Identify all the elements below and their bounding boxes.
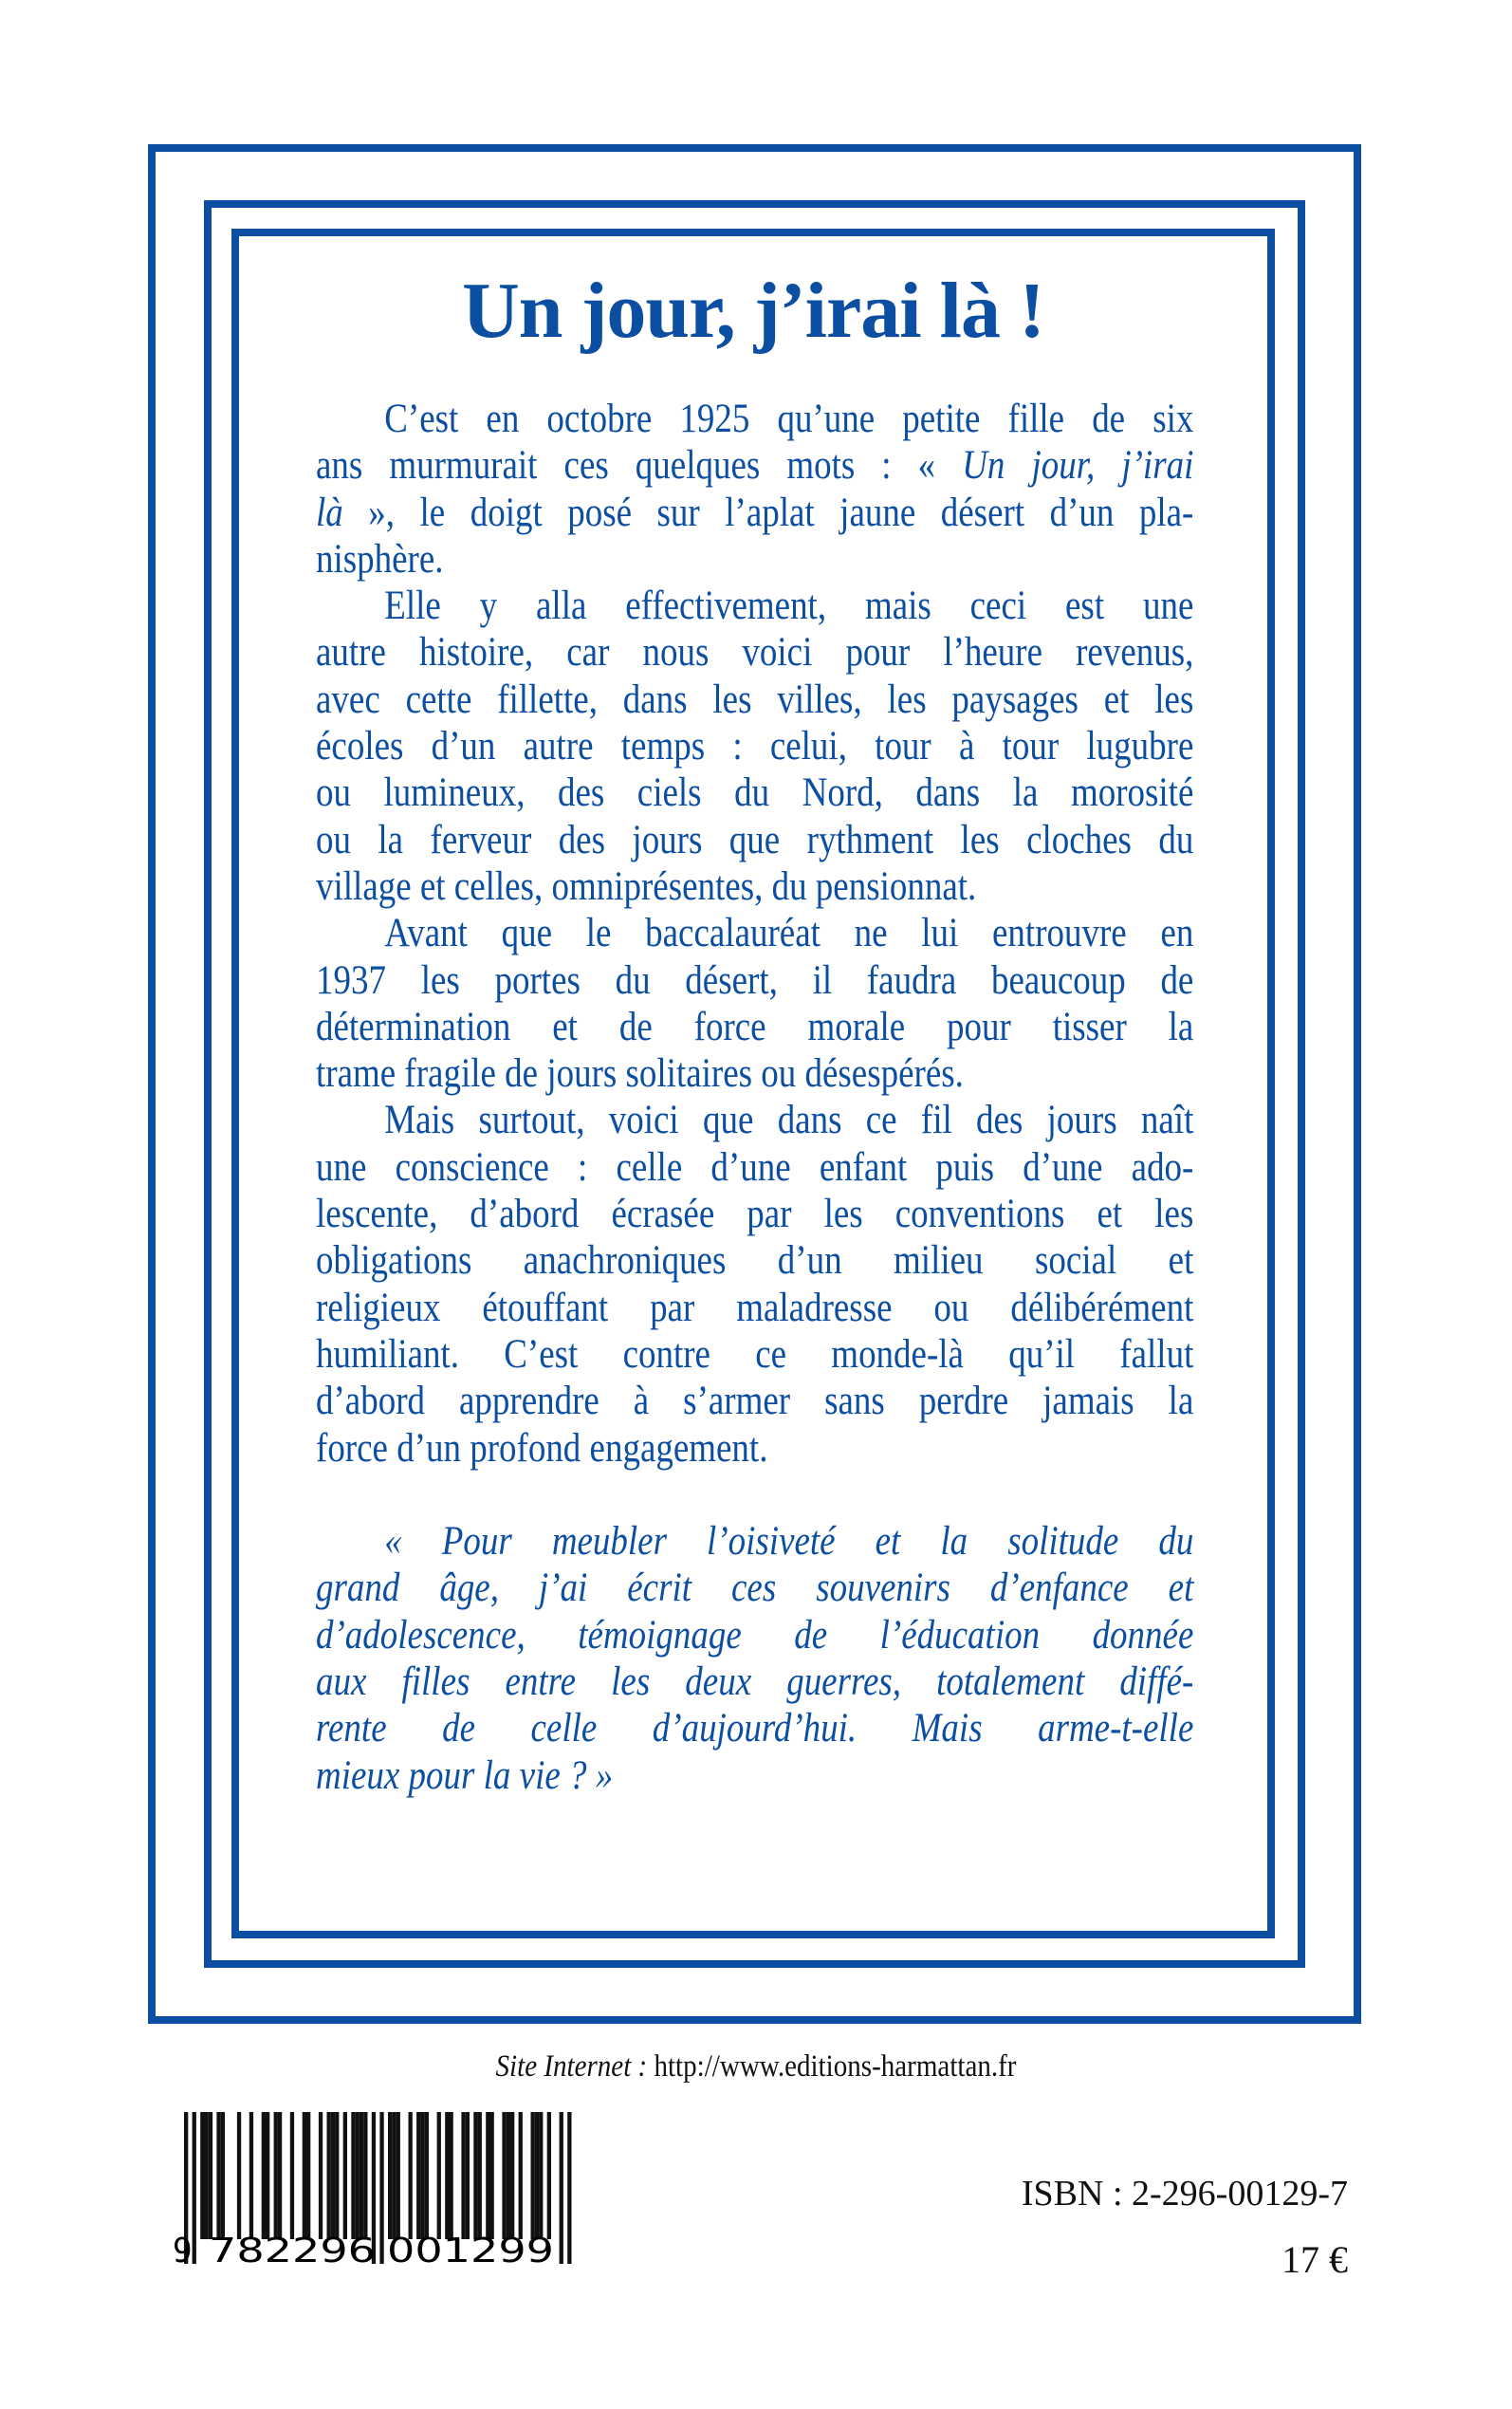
text: détermination et de force morale pour tisser la (316, 1004, 1194, 1049)
barcode-bar (507, 2112, 510, 2239)
italic-text: Un jour, j’irai (962, 443, 1194, 489)
barcode-bar (502, 2112, 506, 2239)
barcode-bar (539, 2112, 543, 2239)
text: 1937 les portes du désert, il faudra beaucoup de (316, 957, 1194, 1003)
blurb-line (316, 1285, 1193, 1331)
barcode-bar (466, 2112, 470, 2239)
barcode-bar (221, 2112, 225, 2239)
barcode-first-digit: 9 (173, 2232, 193, 2270)
text: lescente, d’abord écrasée par les conventions et les (316, 1192, 1194, 1237)
text: autre histoire, car nous voici pour l’heure revenus, (316, 630, 1194, 676)
barcode-bar (560, 2112, 563, 2264)
blurb-line (316, 442, 1193, 489)
blurb-line (316, 723, 1193, 769)
text: », le doigt posé sur l’aplat jaune désert d’un pla- (342, 490, 1194, 535)
barcode-bar (388, 2112, 392, 2239)
text: ou la ferveur des jours que rythment les cloches du (316, 817, 1194, 862)
website-line (91, 2049, 1422, 2085)
barcode-bar (392, 2112, 396, 2239)
text: C’est en octobre 1925 qu’une petite fille de six (384, 397, 1194, 441)
text: Avant que le baccalauréat ne lui entrouvre en (384, 911, 1194, 956)
barcode-bar (510, 2112, 514, 2239)
barcode-bar (409, 2112, 413, 2239)
barcode-bar (486, 2112, 489, 2239)
barcode-bar (290, 2112, 294, 2239)
text: écoles d’un autre temps : celui, tour à tour lugubre (316, 724, 1194, 769)
barcode-bar (327, 2112, 331, 2239)
text: une conscience : celle d’une enfant puis d’une ado- (316, 1144, 1194, 1190)
barcode-bar (437, 2112, 441, 2239)
barcode-bar (209, 2112, 212, 2239)
text: ans murmurait ces quelques mots : « (316, 443, 963, 489)
blurb-line (316, 396, 1193, 442)
barcode-bar (363, 2112, 367, 2239)
barcode-bar (193, 2112, 196, 2264)
barcode-bar (278, 2112, 282, 2239)
text: religieux étouffant par maladresse ou délibérément (316, 1285, 1194, 1330)
barcode-bar (237, 2112, 241, 2239)
quote-line: grand âge, j’ai écrit ces souvenirs d’enfance et (316, 1566, 1194, 1611)
barcode-bar (351, 2112, 355, 2239)
barcode-bar (531, 2112, 535, 2239)
blurb-line (316, 1004, 1193, 1050)
barcode-bar (535, 2112, 539, 2239)
blurb-line (316, 957, 1193, 1004)
website-url[interactable]: http://www.editions-harmattan.fr (654, 2049, 1017, 2084)
blurb-line (316, 1331, 1193, 1378)
blurb-line (316, 769, 1193, 816)
blurb-line (316, 863, 1193, 910)
text: force d’un profond engagement. (316, 1425, 768, 1471)
barcode-bar (356, 2112, 360, 2239)
isbn-barcode (171, 2112, 579, 2278)
barcode-bar (335, 2112, 339, 2239)
barcode-bar (567, 2112, 571, 2264)
back-cover-blurb (316, 396, 1193, 1799)
blurb-line (316, 817, 1193, 863)
barcode-bar (473, 2112, 477, 2239)
blurb-line (316, 490, 1193, 536)
text: trame fragile de jours solitaires ou désespérés. (316, 1051, 964, 1097)
blurb-line (316, 910, 1193, 956)
barcode-bar (445, 2112, 449, 2239)
isbn-number: ISBN : 2-296-00129-7 (1021, 2174, 1348, 2214)
barcode-bar (200, 2112, 204, 2239)
barcode-bar (249, 2112, 253, 2239)
text: obligations anachroniques d’un milieu social et (316, 1238, 1194, 1284)
text: Elle y alla effectivement, mais ceci est une (384, 584, 1194, 629)
barcode-bar (519, 2112, 523, 2239)
barcode-bar (331, 2112, 335, 2239)
blurb-line (316, 1425, 1193, 1472)
blurb-line (316, 1050, 1193, 1097)
quote-line: mieux pour la vie ? » (316, 1752, 614, 1798)
barcode-bar (343, 2112, 347, 2239)
blurb-line (316, 1237, 1193, 1284)
blurb-line (316, 583, 1193, 629)
website-label: Site Internet : (495, 2049, 648, 2084)
quote-line: aux filles entre les deux guerres, totalement diffé- (316, 1659, 1194, 1705)
barcode-left-digits: 782296 (209, 2232, 376, 2270)
barcode-bar (416, 2112, 420, 2239)
barcode-bar (216, 2112, 220, 2239)
blurb-line (316, 676, 1193, 723)
barcode-bar (490, 2112, 494, 2239)
barcode-bar (319, 2112, 323, 2239)
text: village et celles, omniprésentes, du pensionnat. (316, 863, 977, 909)
italic-text: là (316, 490, 343, 535)
barcode-bar (379, 2112, 383, 2264)
barcode-bar (425, 2112, 429, 2239)
barcode-bar (547, 2112, 551, 2239)
blurb-line (316, 1144, 1193, 1191)
blurb-line (316, 536, 1193, 583)
blurb-line (316, 1378, 1193, 1424)
text: humiliant. C’est contre ce monde-là qu’il fallut (316, 1331, 1194, 1377)
text: ou lumineux, des ciels du Nord, dans la morosité (316, 770, 1194, 816)
text: avec cette fillette, dans les villes, les paysages et les (316, 676, 1194, 722)
barcode-bar (461, 2112, 465, 2239)
barcode-bar (262, 2112, 266, 2239)
barcode-right-digits: 001299 (387, 2232, 554, 2270)
barcode-bar (266, 2112, 269, 2239)
barcode-bar (396, 2112, 400, 2239)
quote-line: d’adolescence, témoignage de l’éducation donnée (316, 1612, 1194, 1658)
barcode-bar (420, 2112, 424, 2239)
text: nisphère. (316, 536, 444, 582)
barcode-bar (303, 2112, 306, 2239)
barcode-bar (306, 2112, 310, 2239)
text: Mais surtout, voici que dans ce fil des jours naît (384, 1098, 1194, 1143)
barcode-bar (450, 2112, 453, 2239)
blurb-line (316, 1097, 1193, 1143)
blurb-line (316, 1191, 1193, 1237)
barcode-bar (478, 2112, 482, 2239)
barcode-bar (205, 2112, 209, 2239)
barcode-bar (274, 2112, 278, 2239)
quote-line: « Pour meubler l’oisiveté et la solitude du (384, 1519, 1194, 1565)
text: d’abord apprendre à s’armer sans perdre jamais la (316, 1379, 1194, 1424)
quote-line: rente de celle d’aujourd’hui. Mais arme-t-elle (316, 1706, 1194, 1751)
spacer (316, 1472, 1193, 1518)
price: 17 € (1282, 2238, 1348, 2281)
blurb-line (316, 629, 1193, 676)
book-title: Un jour, j’irai là ! (462, 267, 1044, 355)
barcode-bar (360, 2112, 363, 2239)
